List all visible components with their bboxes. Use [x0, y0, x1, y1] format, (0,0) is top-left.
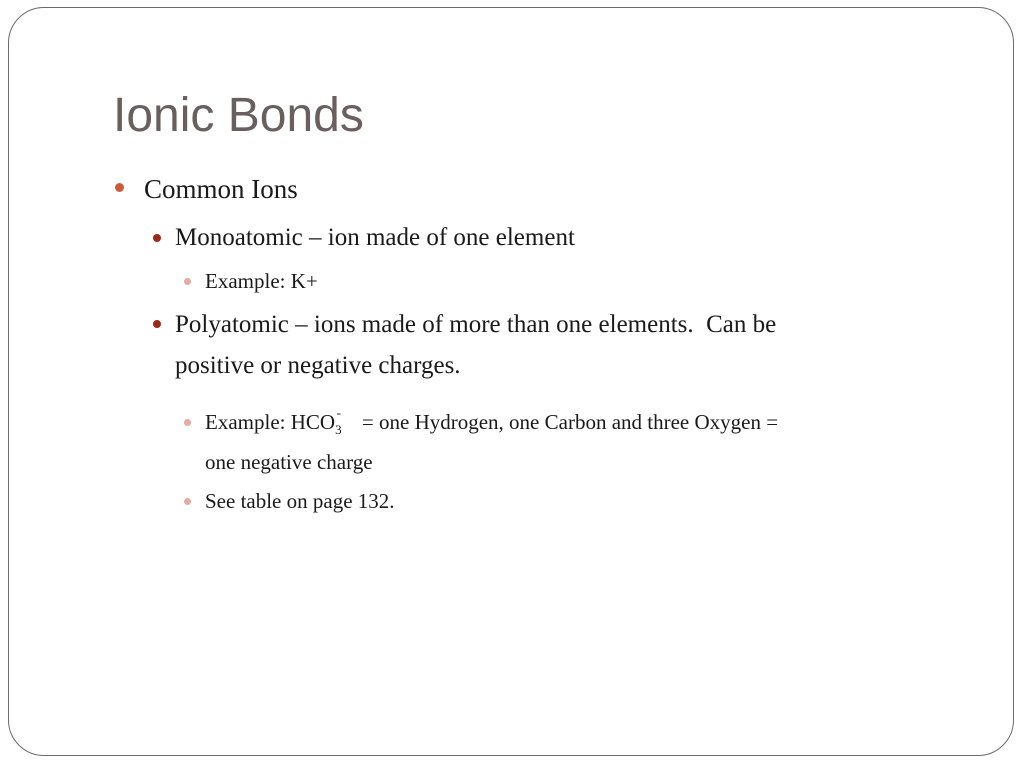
bullet-dot-icon	[184, 278, 191, 285]
bullet-monoatomic: Monoatomic – ion made of one element	[175, 224, 575, 251]
bullet-polyatomic-line2: positive or negative charges.	[175, 352, 461, 379]
example-subscript: 3	[335, 422, 342, 437]
example-superscript: -	[336, 405, 341, 420]
bullet-dot-icon	[153, 234, 161, 242]
bullet-polyatomic-line1: Polyatomic – ions made of more than one elements. Can be	[175, 311, 777, 338]
bullet-dot-icon	[184, 419, 191, 426]
example-suffix: = one Hydrogen, one Carbon and three Oxygen =	[361, 410, 779, 434]
bullet-polyatomic-example-line2: one negative charge	[205, 450, 373, 474]
example-prefix: Example: HCO	[205, 410, 336, 434]
bullet-dot-icon	[184, 498, 191, 505]
bullet-common-ions: Common Ions	[144, 174, 298, 204]
bullet-monoatomic-example: Example: K+	[205, 269, 318, 293]
bullet-polyatomic-example	[205, 402, 778, 445]
bullet-dot-icon	[153, 320, 161, 328]
slide-title: Ionic Bonds	[113, 89, 364, 142]
bullet-dot-icon	[115, 183, 124, 192]
bullet-see-table: See table on page 132.	[205, 489, 395, 513]
